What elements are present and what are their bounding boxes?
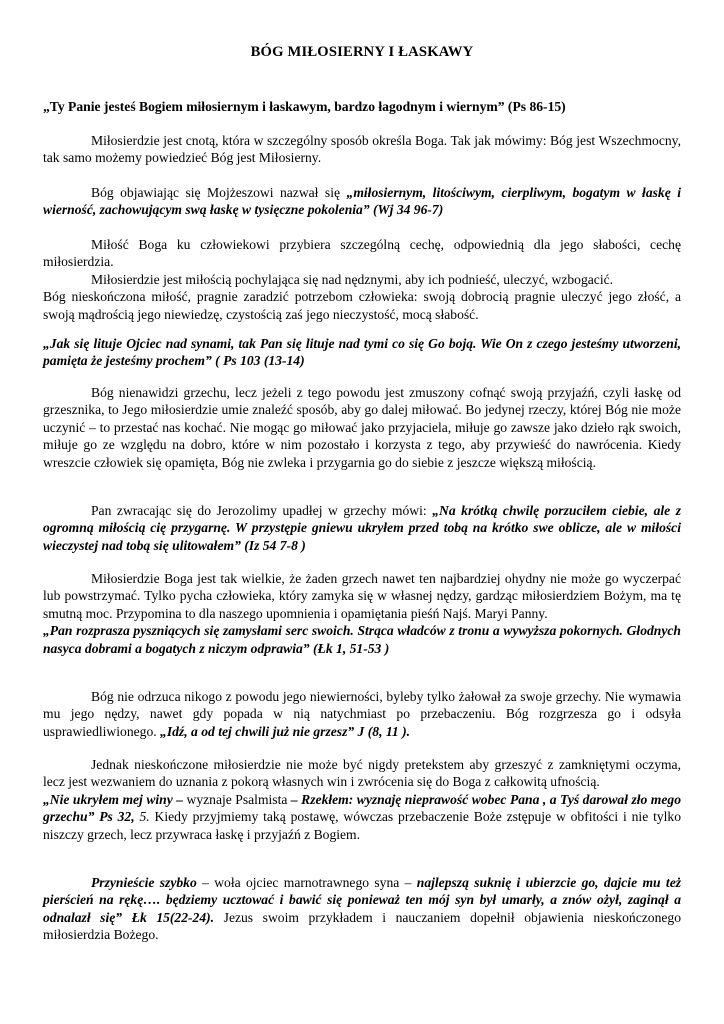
- paragraph-5-text: Bóg nieskończona miłość, pragnie zaradzić potrzebom człowieka: swoją dobrocią pragnie uleczyć jego złość, a swoją mądrością jego niewiedzę, czystością zaś jego nieczystość, mocą słabość.: [43, 289, 681, 322]
- paragraph-9-text: Bóg nie odrzuca nikogo z powodu jego niewierności, byleby tylko żałował za swoje grzechy. Nie wymawia mu jego nędzy, nawet gdy popada w nią natychmiast po przebaczeniu. Bóg rozgrzesza go i odsyła usprawiedliwionego.: [43, 689, 681, 739]
- paragraph-2: [43, 184, 681, 219]
- paragraph-12: [43, 874, 681, 944]
- quote-1: [43, 335, 681, 370]
- paragraph-6-text: Bóg nienawidzi grzechu, lecz jeżeli z tego powodu jest zmuszony cofnąć swoją przyjaźń, czyli łaskę od grzesznika, to Jego miłosierdzie umie znaleźć sposób, aby go dalej miłować. Bo jedynej rzeczy, której Bóg nie może uczynić – to przestać nas kochać. Nie mogąc go miłować jako przyjaciela, miłuje go zawsze jako dzieło rąk swoich, miłuje go ze względu na dobro, które w nim pozostało i korzysta z tego, aby przywieść do nawrócenia. Kiedy wreszcie człowiek się opamięta, Bóg nie zwleka i przygarnia go do siebie z jeszcze większą miłością.: [43, 385, 681, 470]
- paragraph-3-text: Miłość Boga ku człowiekowi przybiera szczególną cechę, odpowiednią dla jego słabości, cechę miłosierdzia.: [43, 237, 681, 270]
- paragraph-11-quote: – Rzekłem: wyznaję nieprawość wobec Pana , a Tyś darował zło mego grzechu” Ps 32,: [43, 791, 681, 825]
- paragraph-6: [43, 384, 681, 471]
- paragraph-9-quote: „Idź, a od tej chwili już nie grzesz” J (8, 11 ).: [160, 723, 411, 739]
- quote-1-text: „Jak się lituje Ojciec nad synami, tak Pan się lituje nad tymi co się Go boją. Wie On z czego jesteśmy utworzeni, pamięta że jesteśmy prochem” ( Ps 103 (13-14): [43, 336, 681, 369]
- paragraph-11-quote-start: „Nie ukryłem mej winy –: [43, 791, 184, 807]
- paragraph-12-text: – woła ojciec marnotrawnego syna –: [196, 875, 417, 890]
- motto-text: „Ty Panie jesteś Bogiem miłosiernym i łaskawym, bardzo łagodnym i wiernym” (Ps 86-15): [43, 99, 566, 114]
- paragraph-2-text: Bóg objawiając się Mojżeszowi nazwał się: [91, 185, 347, 200]
- paragraph-7: [43, 502, 681, 554]
- motto: [43, 98, 681, 115]
- paragraph-4-text: Miłosierdzie jest miłością pochylająca się nad nędznymi, aby ich podnieść, uleczyć, wzbogacić.: [91, 271, 614, 287]
- paragraph-12-tail: Jezus swoim przykładem i nauczaniem dopełnił objawienia nieskończonego miłosierdzia Bożego.: [43, 909, 681, 943]
- paragraph-12-quote: najlepszą suknię i ubierzcie go, dajcie mu też pierścień na rękę…. będziemy ucztować i bawić się ponieważ ten mój syn był umarły, a znów ożył, zaginął a odnalazł się” Łk 15(22-24).: [43, 875, 682, 925]
- paragraph-11-tail: Kiedy przyjmiemy taką postawę, wówczas przebaczenie Boże zstępuje w obfitości i nie tylko niszczy grzech, lecz przywraca łaskę i przyjaźń z Bogiem.: [43, 809, 682, 842]
- paragraph-9: [43, 688, 681, 740]
- paragraph-1: [43, 132, 681, 167]
- paragraph-12-lead: Przynieście szybko: [91, 875, 197, 890]
- paragraph-8: [43, 570, 681, 657]
- paragraph-10: [43, 756, 681, 843]
- paragraph-11-text: wyznaje Psalmista: [183, 791, 291, 807]
- paragraph-11-verse: 5.: [134, 809, 150, 825]
- paragraph-1-text: Miłosierdzie jest cnotą, która w szczególny sposób określa Boga. Tak jak mówimy: Bóg jest Wszechmocny, tak samo możemy powiedzieć Bóg jest Miłosierny.: [43, 133, 681, 166]
- quote-2-text: „Pan rozprasza pyszniących się zamysłami serc swoich. Strąca władców z tronu a wywyższa pokornych. Głodnych nasyca dobrami a bogatych z niczym odprawia” (Łk 1, 51-53 ): [43, 623, 681, 656]
- paragraph-2-quote: „miłosiernym, litościwym, cierpliwym, bogatym w łaskę i wierność, zachowującym swą łaskę w tysięczne pokolenia” (Wj 34 96-7): [43, 185, 681, 218]
- paragraph-3: [43, 236, 681, 323]
- paragraph-10-text: Jednak nieskończone miłosierdzie nie może być nigdy pretekstem aby grzeszyć z zamkniętymi oczyma, lecz jest wezwaniem do uznania z pokorą własnych win i zwrócenia się do Boga z całkowitą ufnością.: [43, 757, 681, 790]
- paragraph-7-quote: „Na krótką chwilę porzuciłem ciebie, ale z ogromną miłością cię przygarnę. W przystępie gniewu ukryłem przed tobą na krótko swe oblicze, ale w miłości wieczystej nad tobą się ulitowałem” (Iz 54 7-8 ): [43, 503, 681, 553]
- page-title: BÓG MIŁOSIERNY I ŁASKAWY: [250, 44, 474, 60]
- paragraph-8-text: Miłosierdzie Boga jest tak wielkie, że żaden grzech nawet ten najbardziej ohydny nie może go wyczerpać lub powstrzymać. Tylko pycha człowieka, który zamyka się w własnej nędzy, gardząc miłosierdziem Bożym, ma tę smutną moc. Przypomina to dla naszego upomnienia i opamiętania pieśń Najś. Maryi Panny.: [43, 571, 681, 621]
- paragraph-7-text: Pan zwracając się do Jerozolimy upadłej w grzechy mówi:: [91, 503, 433, 518]
